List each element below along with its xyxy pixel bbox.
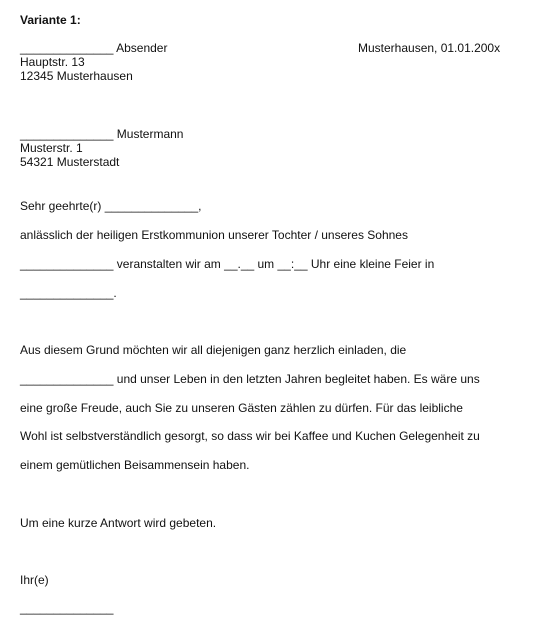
sender-name-line: ______________ Absender: [20, 41, 168, 55]
salutation: Sehr geehrte(r) ______________,: [20, 199, 202, 213]
paragraph-2-line-4: Wohl ist selbstverständlich gesorgt, so dass wir bei Kaffee und Kuchen Gelegenheit zu: [20, 429, 480, 443]
recipient-street: Musterstr. 1: [20, 141, 83, 155]
paragraph-3: Um eine kurze Antwort wird gebeten.: [20, 516, 217, 530]
paragraph-2-line-3: eine große Freude, auch Sie zu unseren Gästen zählen zu dürfen. Für das leibliche: [20, 401, 463, 415]
paragraph-1-line-1: anlässlich der heiligen Erstkommunion unserer Tochter / unseres Sohnes: [20, 228, 408, 242]
recipient-city: 54321 Musterstadt: [20, 155, 120, 169]
recipient-name-line: ______________ Mustermann: [20, 127, 184, 141]
signature-line: ______________: [20, 601, 114, 615]
place-date: Musterhausen, 01.01.200x: [358, 41, 501, 55]
paragraph-2-line-1: Aus diesem Grund möchten wir all diejenigen ganz herzlich einladen, die: [20, 343, 407, 357]
paragraph-1-line-2: ______________ veranstalten wir am __.__ um __:__ Uhr eine kleine Feier in: [20, 257, 435, 271]
sender-street: Hauptstr. 13: [20, 55, 85, 69]
paragraph-1-line-3: ______________.: [20, 286, 117, 300]
paragraph-2-line-5: einem gemütlichen Beisammensein haben.: [20, 458, 250, 472]
sender-city: 12345 Musterhausen: [20, 69, 133, 83]
closing: Ihr(e): [20, 573, 49, 587]
document-title: Variante 1:: [20, 13, 81, 27]
paragraph-2-line-2: ______________ und unser Leben in den letzten Jahren begleitet haben. Es wäre uns: [20, 372, 480, 386]
